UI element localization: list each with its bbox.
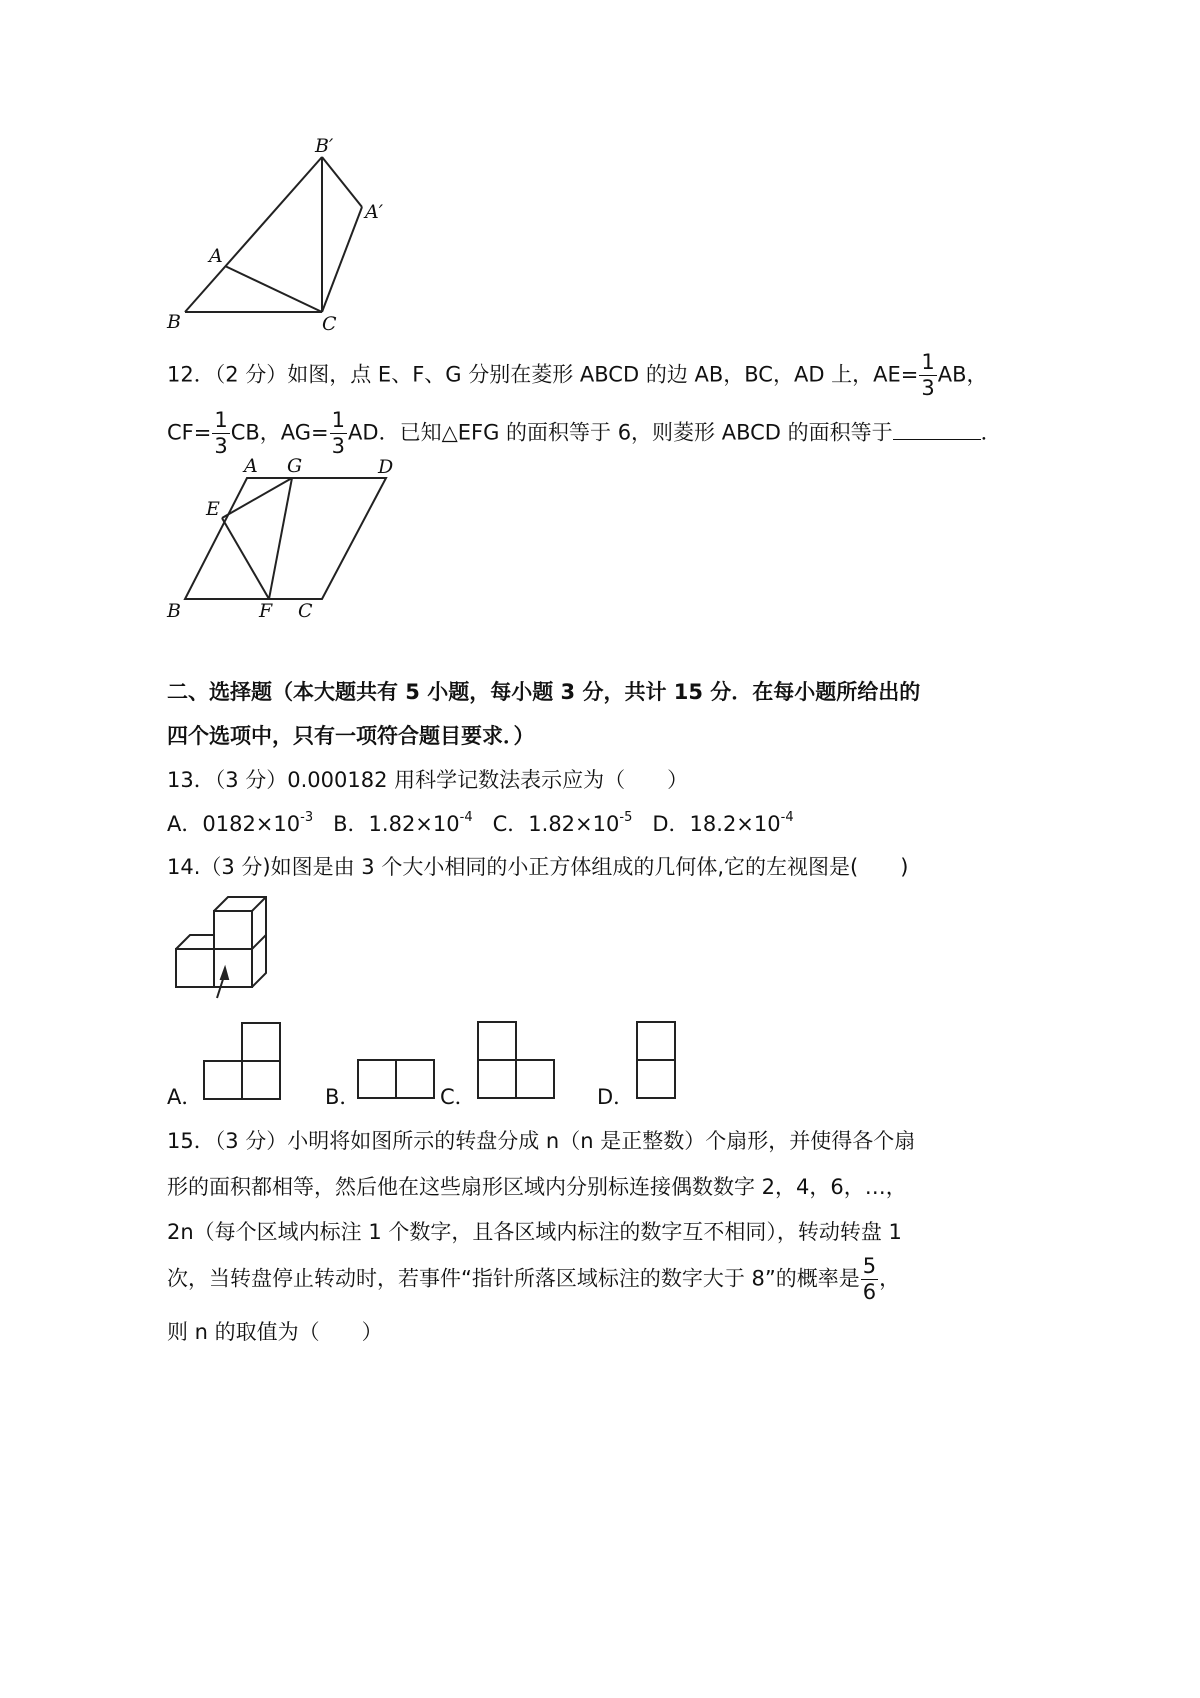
cube-square xyxy=(637,1060,675,1098)
q12-line2 xyxy=(167,410,1002,457)
q14-stem: 14.（3 分)如图是由 3 个大小相同的小正方体组成的几何体,它的左视图是( ) xyxy=(167,855,909,879)
cube-square xyxy=(478,1022,516,1060)
q12-line2-a: CF= xyxy=(167,420,212,445)
fraction-one-third xyxy=(330,410,347,457)
option-b-exponent: -4 xyxy=(459,810,473,825)
cube-square xyxy=(516,1060,554,1098)
triangle-rotation-figure xyxy=(165,130,405,340)
q12-line1-pre: 12．（2 分）如图，点 E、F、G 分别在菱形 ABCD 的边 AB，BC，AD 上，AE= xyxy=(167,362,919,387)
label-c: C xyxy=(298,600,313,622)
label-b: B xyxy=(167,600,181,622)
label-d: D xyxy=(378,456,394,478)
label-a-prime: A′ xyxy=(365,201,384,223)
option-a-text: A．0182×10 xyxy=(167,812,301,836)
label-b: B xyxy=(167,311,181,333)
option-d-figure xyxy=(633,1018,681,1102)
q15-line4 xyxy=(167,1256,900,1303)
option-a-exponent: -3 xyxy=(300,810,314,825)
fraction-denominator: 3 xyxy=(921,376,935,400)
q15-line4-pre: 次，当转盘停止转动时，若事件“指针所落区域标注的数字大于 8”的概率是 xyxy=(167,1266,860,1291)
fraction-denominator: 3 xyxy=(331,434,346,458)
q12-line2-end: ． xyxy=(980,420,1002,445)
q14-option-a-label: A． xyxy=(167,1085,203,1109)
segment-ef xyxy=(222,518,269,599)
section-heading-line1: 二、选择题（本大题共有 5 小题，每小题 3 分，共计 15 分．在每小题所给出的 xyxy=(167,680,921,704)
q13-options xyxy=(167,810,794,836)
option-d-exponent: -4 xyxy=(780,810,794,825)
fraction-denominator: 3 xyxy=(214,434,228,458)
q12-line1-post: AB， xyxy=(937,362,988,387)
q14-option-c-label: C． xyxy=(440,1085,476,1109)
segment-eg xyxy=(222,478,292,518)
answer-blank xyxy=(893,419,981,440)
q15-line5: 则 n 的取值为（ ） xyxy=(167,1320,383,1344)
fraction-numerator: 5 xyxy=(862,1254,877,1278)
q13-option-c xyxy=(493,812,633,836)
option-b-figure xyxy=(355,1055,440,1102)
label-a: A xyxy=(244,455,258,477)
segment-a-prime-c xyxy=(322,207,362,312)
cube-solid-figure xyxy=(165,890,275,1005)
q15-line2: 形的面积都相等，然后他在这些扇形区域内分别标连接偶数数字 2，4，6，…， xyxy=(167,1175,907,1199)
q13-option-d xyxy=(652,812,793,836)
q12-line1 xyxy=(167,352,988,399)
top-cube-front xyxy=(214,911,252,949)
fraction-numerator: 1 xyxy=(214,408,228,432)
q15-line1: 15．（3 分）小明将如图所示的转盘分成 n（n 是正整数）个扇形，并使得各个扇 xyxy=(167,1129,916,1153)
q13-stem: 13．（3 分）0.000182 用科学记数法表示应为（ ） xyxy=(167,768,689,792)
cube-square xyxy=(396,1060,434,1098)
q13-option-a xyxy=(167,812,313,836)
bottom-right-cube-front xyxy=(214,949,252,987)
fraction-five-sixths xyxy=(861,1256,878,1303)
q12-line2-b: CB，AG= xyxy=(230,420,329,445)
arrow-head-icon xyxy=(221,968,228,979)
fraction-numerator: 1 xyxy=(331,408,346,432)
section-heading-line2: 四个选项中，只有一项符合题目要求．） xyxy=(167,724,535,748)
fraction-one-third xyxy=(212,410,229,457)
q15-line4-post: ， xyxy=(879,1266,901,1291)
q13-option-b xyxy=(333,812,472,836)
bottom-left-cube-front xyxy=(176,949,214,987)
option-c-exponent: -5 xyxy=(619,810,633,825)
left-cube-top xyxy=(176,935,214,949)
label-c: C xyxy=(322,313,337,335)
fraction-one-third xyxy=(919,352,936,399)
segment-bb-prime xyxy=(185,157,322,312)
label-b-prime: B′ xyxy=(315,135,334,157)
label-f: F xyxy=(259,600,273,622)
cube-square xyxy=(358,1060,396,1098)
cube-square xyxy=(242,1023,280,1061)
fraction-numerator: 1 xyxy=(921,350,935,374)
option-b-text: B．1.82×10 xyxy=(333,812,460,836)
fraction-denominator: 6 xyxy=(862,1280,877,1304)
cube-square xyxy=(637,1022,675,1060)
option-c-figure xyxy=(474,1018,559,1102)
segment-b-prime-a-prime xyxy=(322,157,362,207)
rhombus-abcd xyxy=(185,478,386,599)
option-c-text: C．1.82×10 xyxy=(492,812,620,836)
q12-line2-c: AD．已知△EFG 的面积等于 6，则菱形 ABCD 的面积等于 xyxy=(348,420,893,445)
option-a-figure xyxy=(200,1020,285,1102)
cube-square xyxy=(478,1060,516,1098)
segment-gf xyxy=(269,478,292,599)
rhombus-figure xyxy=(160,455,410,625)
label-a: A xyxy=(209,245,223,267)
q15-line3: 2n（每个区域内标注 1 个数字，且各区域内标注的数字互不相同），转动转盘 1 xyxy=(167,1220,902,1244)
top-cube-edge xyxy=(252,897,266,911)
label-g: G xyxy=(287,455,303,477)
q14-option-b-label: B． xyxy=(325,1085,361,1109)
cube-square xyxy=(204,1061,242,1099)
q14-option-d-label: D． xyxy=(597,1085,635,1109)
cube-square xyxy=(242,1061,280,1099)
segment-ac xyxy=(225,266,322,312)
option-d-text: D．18.2×10 xyxy=(652,812,781,836)
label-e: E xyxy=(206,498,220,520)
